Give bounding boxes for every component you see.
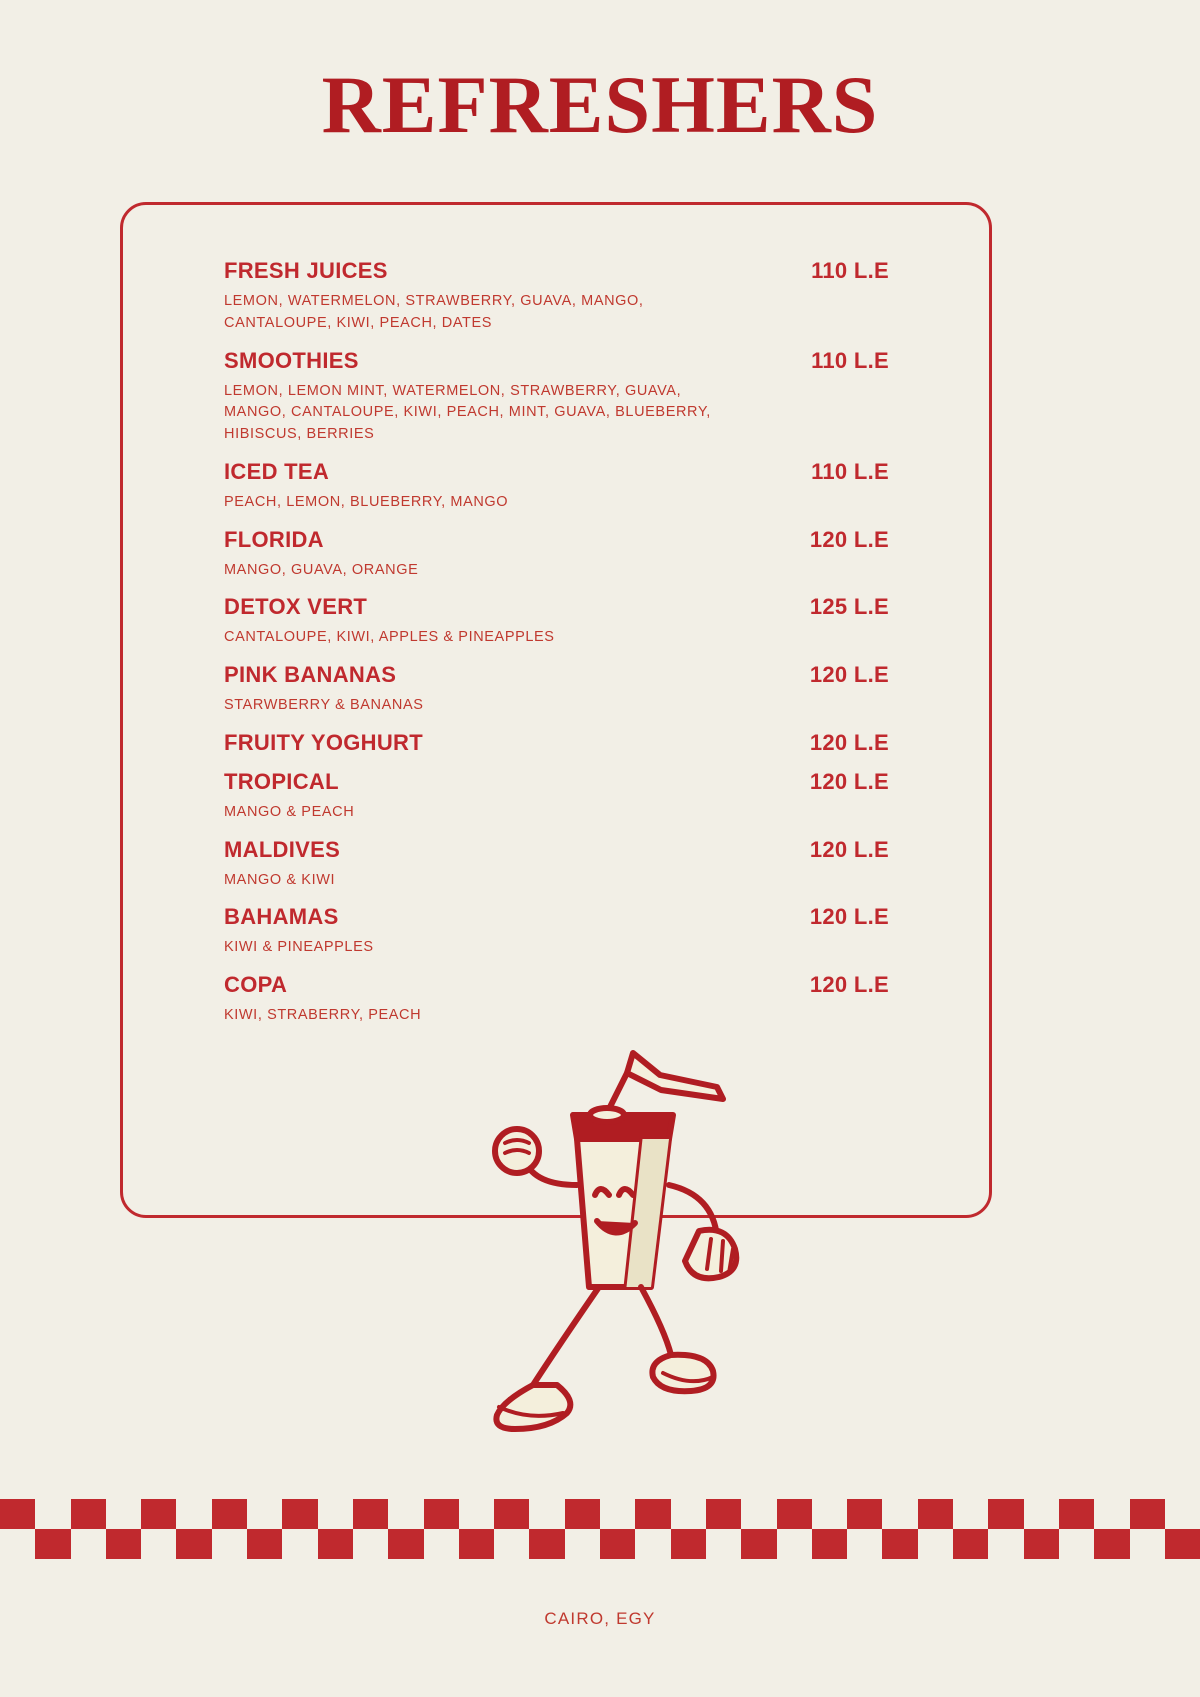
checker-cell [141,1499,176,1529]
checker-cell [671,1529,706,1559]
checker-cell [353,1529,388,1559]
checker-cell [494,1499,529,1529]
item-name: MALDIVES [224,836,341,862]
checker-cell [494,1529,529,1559]
checker-cell [176,1529,211,1559]
item-name: DETOX VERT [224,594,368,620]
list-item [224,972,889,1027]
item-price: 125 L.E [809,594,889,620]
checker-cell [71,1499,106,1529]
menu-items-list [224,258,889,1040]
checker-cell [918,1499,953,1529]
footer-location: CAIRO, EGY [544,1609,656,1628]
checker-cell [282,1529,317,1559]
checker-cell [529,1529,564,1559]
checker-cell [1130,1499,1165,1529]
checker-cell [247,1529,282,1559]
checker-cell [1130,1529,1165,1559]
item-price: 110 L.E [811,458,889,484]
checker-cell [0,1499,35,1529]
item-name: BAHAMAS [224,904,339,930]
item-name: FRUITY YOGHURT [224,729,423,755]
checker-cell [212,1499,247,1529]
checker-cell [212,1529,247,1559]
checker-cell [1094,1499,1129,1529]
list-item [224,594,889,649]
list-item [224,527,889,582]
item-description: PEACH, LEMON, BLUEBERRY, MANGO [224,493,509,510]
list-item [224,769,889,824]
checker-cell [282,1499,317,1529]
checker-cell [565,1499,600,1529]
item-price: 120 L.E [809,836,889,862]
list-item [224,258,889,335]
checker-cell [388,1529,423,1559]
item-name: COPA [224,972,288,997]
checker-cell [847,1499,882,1529]
item-name: FRESH JUICES [224,258,388,283]
checker-cell [106,1529,141,1559]
checker-cell [741,1529,776,1559]
checker-cell [1165,1529,1200,1559]
item-description: CANTALOUPE, KIWI, APPLES & PINEAPPLES [224,629,555,646]
checker-cell [529,1499,564,1529]
checker-cell [1094,1529,1129,1559]
list-item [224,837,889,892]
checker-cell [777,1529,812,1559]
item-description: STARWBERRY & BANANAS [224,697,424,713]
checker-cell [706,1499,741,1529]
item-description: KIWI, STRABERRY, PEACH [224,1007,422,1023]
list-item [224,662,889,717]
checker-cell [35,1499,70,1529]
checker-cell [353,1499,388,1529]
item-price: 110 L.E [811,258,889,283]
checker-cell [600,1499,635,1529]
item-price: 120 L.E [809,904,889,930]
item-description: KIWI & PINEAPPLES [224,939,374,956]
checker-cell [812,1529,847,1559]
checker-cell [600,1529,635,1559]
checker-cell [918,1529,953,1559]
checker-cell [106,1499,141,1529]
item-price: 120 L.E [809,972,889,997]
checker-cell [1059,1529,1094,1559]
checker-cell [1024,1499,1059,1529]
item-price: 110 L.E [811,347,889,373]
checker-cell [176,1499,211,1529]
checker-cell [388,1499,423,1529]
item-price: 120 L.E [809,526,889,552]
checker-cell [988,1529,1023,1559]
checker-cell [988,1499,1023,1529]
checker-cell [882,1529,917,1559]
checker-cell [635,1499,670,1529]
checker-cell [706,1529,741,1559]
checker-cell [71,1529,106,1559]
checker-cell [1165,1499,1200,1529]
checker-cell [0,1529,35,1559]
checker-cell [318,1529,353,1559]
list-item [224,730,889,756]
checker-cell [671,1499,706,1529]
item-price: 120 L.E [809,729,889,755]
checker-cell [812,1499,847,1529]
checker-cell [882,1499,917,1529]
checker-cell [635,1529,670,1559]
item-price: 120 L.E [809,768,889,794]
checker-cell [459,1499,494,1529]
checker-cell [459,1529,494,1559]
checker-cell [424,1529,459,1559]
item-description: MANGO & KIWI [224,871,336,888]
page-title: REFRESHERS [321,59,879,150]
checker-cell [247,1499,282,1529]
checker-cell [1059,1499,1094,1529]
list-item [224,904,889,959]
checker-cell [1024,1529,1059,1559]
item-price: 120 L.E [809,662,889,687]
checker-cell [318,1499,353,1529]
checker-cell [953,1499,988,1529]
item-name: ICED TEA [224,458,330,484]
checker-cell [35,1529,70,1559]
item-description: LEMON, LEMON MINT, WATERMELON, STRAWBERRY, GUAVA, MANGO, CANTALOUPE, KIWI, PEACH, MINT, GUAVA, BLUEBERRY, HIBISCUS, BERRIES [224,382,711,442]
item-description: LEMON, WATERMELON, STRAWBERRY, GUAVA, MANGO, CANTALOUPE, KIWI, PEACH, DATES [224,293,644,331]
item-name: FLORIDA [224,526,324,552]
list-item [224,459,889,514]
checker-cell [741,1499,776,1529]
checkerboard-border [0,1499,1200,1559]
item-name: PINK BANANAS [224,662,397,687]
item-name: SMOOTHIES [224,347,359,373]
checker-cell [141,1529,176,1559]
item-description: MANGO & PEACH [224,803,355,820]
checker-cell [424,1499,459,1529]
checker-cell [847,1529,882,1559]
checker-cell [777,1499,812,1529]
checker-cell [565,1529,600,1559]
checker-cell [953,1529,988,1559]
item-description: MANGO, GUAVA, ORANGE [224,561,419,578]
list-item [224,348,889,446]
item-name: TROPICAL [224,768,339,794]
walking-cup-character-icon [455,1035,795,1435]
